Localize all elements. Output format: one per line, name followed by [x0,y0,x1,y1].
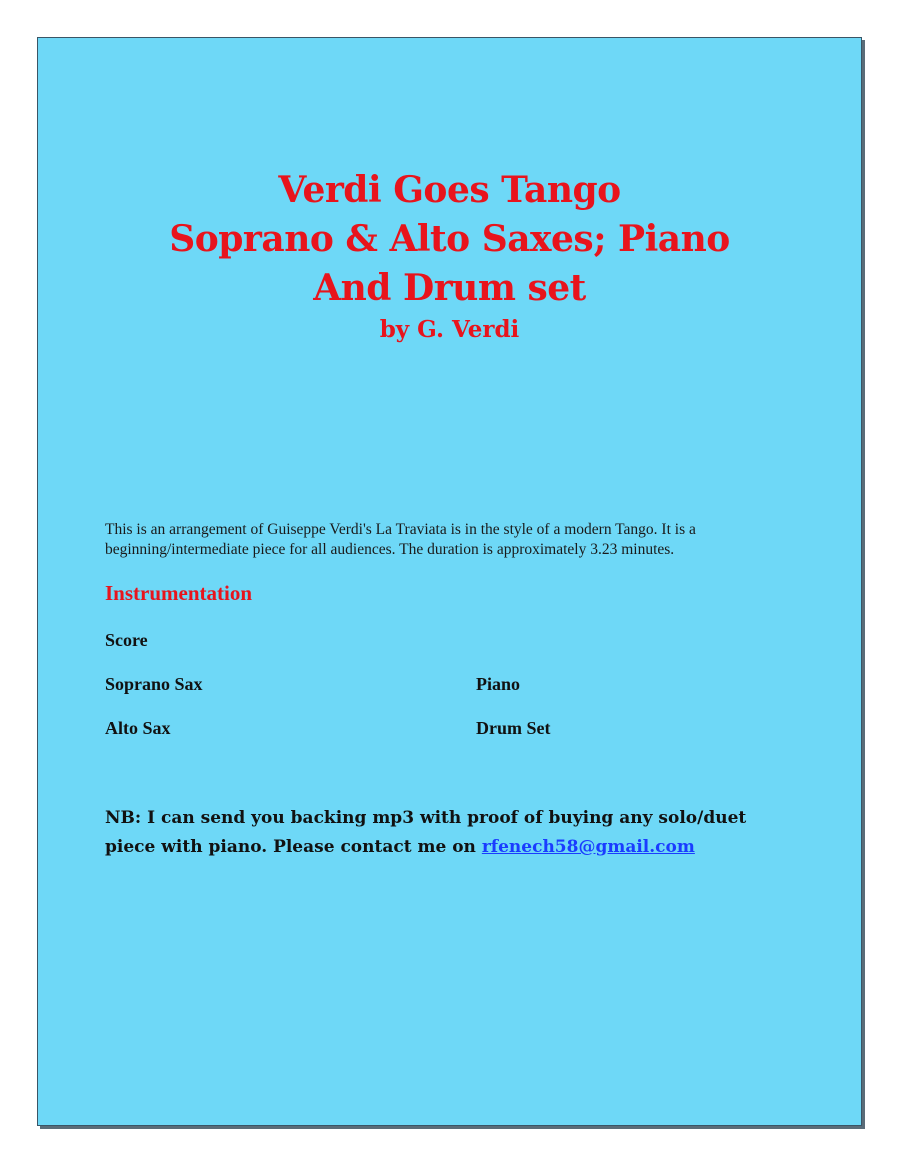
description-line-2: beginning/intermediate piece for all audiences. The duration is approximately 3.23 minutes. [105,541,675,558]
note-line-2-text: piece with piano. Please contact me on [105,837,482,857]
description-line-1: This is an arrangement of Guiseppe Verdi's La Traviata is in the style of a modern Tango. It is a [105,521,696,538]
cover-panel [37,37,862,1126]
title-line-3: And Drum set [313,267,586,309]
instrument-piano: Piano [476,674,521,694]
backing-track-note [105,804,805,862]
note-line-2 [105,833,805,862]
instrument-score: Score [105,630,148,650]
title-line-2: Soprano & Alto Saxes; Piano [169,218,730,260]
title-line-1: Verdi Goes Tango [278,169,621,211]
title-block [38,166,861,345]
instrument-soprano-sax: Soprano Sax [105,674,203,694]
composer-byline: by G. Verdi [379,316,520,343]
instrument-drum-set: Drum Set [476,718,551,738]
instrumentation-heading: Instrumentation [105,581,253,605]
instrument-alto-sax: Alto Sax [105,718,171,738]
note-line-1: NB: I can send you backing mp3 with proof of buying any solo/duet [105,808,747,828]
contact-email-link[interactable]: rfenech58@gmail.com [481,837,695,857]
description [105,520,825,560]
